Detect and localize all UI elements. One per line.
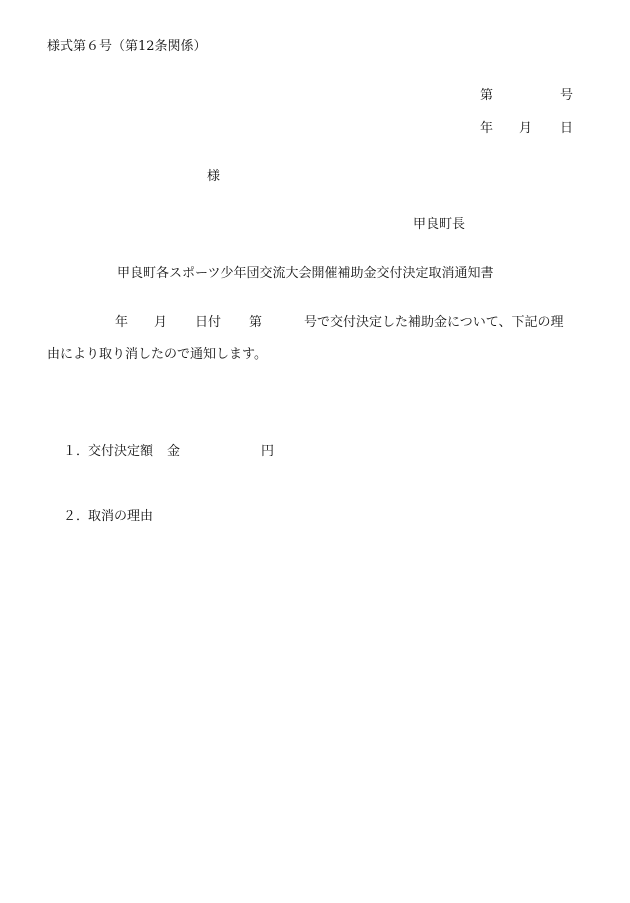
addressee-suffix: 様 bbox=[207, 169, 221, 184]
body-line1-rest: 号で交付決定した補助金について、下記の理 bbox=[304, 315, 564, 330]
doc-date-year: 年 bbox=[480, 121, 494, 136]
item-1-prefix: 金 bbox=[167, 444, 181, 459]
doc-date-month: 月 bbox=[519, 121, 533, 136]
doc-date-day: 日 bbox=[560, 121, 574, 136]
body-day-dated: 日付 bbox=[195, 315, 222, 330]
item-2-label: 取消の理由 bbox=[88, 509, 154, 524]
body-month: 月 bbox=[154, 315, 168, 330]
item-1-number: １． bbox=[63, 444, 90, 459]
doc-number-prefix: 第 bbox=[480, 88, 494, 103]
body-line2: 由により取り消したので通知します。 bbox=[47, 347, 267, 362]
body-year: 年 bbox=[115, 315, 129, 330]
body-dai: 第 bbox=[249, 315, 263, 330]
item-1-unit: 円 bbox=[261, 444, 275, 459]
doc-number-suffix: 号 bbox=[560, 88, 574, 103]
item-2-number: ２． bbox=[63, 509, 90, 524]
item-1-label: 交付決定額 bbox=[88, 444, 154, 459]
document-title: 甲良町各スポーツ少年団交流大会開催補助金交付決定取消通知書 bbox=[117, 266, 494, 281]
form-number: 様式第６号（第12条関係） bbox=[47, 39, 207, 54]
issuer: 甲良町長 bbox=[413, 217, 466, 232]
